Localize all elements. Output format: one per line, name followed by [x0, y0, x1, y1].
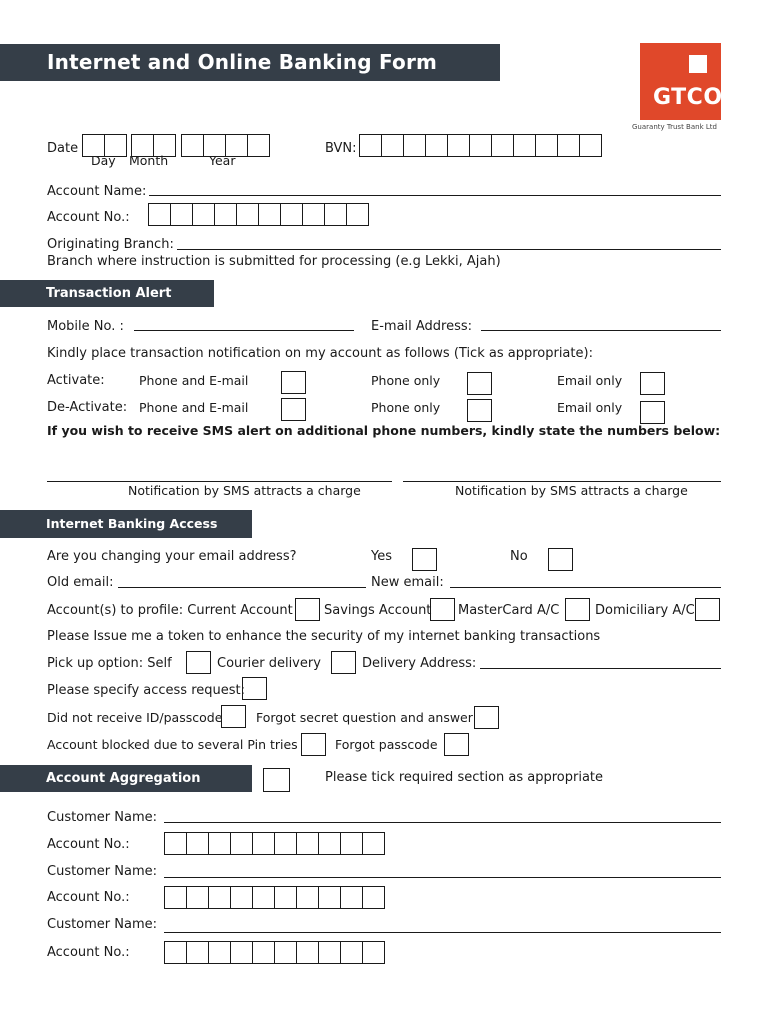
customer-name-label-3: Customer Name:	[47, 917, 158, 932]
no-label: No	[510, 549, 528, 564]
no-id-passcode-label: Did not receive ID/passcode	[47, 710, 223, 725]
deactivate-phone-email-label: Phone and E-mail	[139, 400, 249, 415]
activate-email-only-checkbox[interactable]	[640, 372, 665, 395]
account-name-label: Account Name:	[47, 184, 147, 199]
additional-phone-field-2[interactable]	[403, 481, 721, 482]
form-title-bar	[0, 44, 500, 81]
pickup-self-checkbox[interactable]	[186, 651, 211, 674]
account-no-boxes[interactable]	[148, 203, 369, 226]
yes-label: Yes	[371, 549, 392, 564]
pickup-option-label: Pick up option: Self	[47, 656, 172, 671]
deactivate-email-only-checkbox[interactable]	[640, 401, 665, 424]
new-email-label: New email:	[371, 575, 444, 590]
changing-email-question: Are you changing your email address?	[47, 549, 297, 564]
year-label: Year	[209, 153, 236, 168]
form-title: Internet and Online Banking Form	[47, 50, 438, 74]
deactivate-phone-only-checkbox[interactable]	[467, 399, 492, 422]
customer-name-label-1: Customer Name:	[47, 810, 158, 825]
savings-account-checkbox[interactable]	[430, 598, 455, 621]
aggregation-account-no-label-1: Account No.:	[47, 837, 130, 852]
forgot-secret-label: Forgot secret question and answer	[256, 710, 473, 725]
aggregation-account-no-boxes-3[interactable]	[164, 941, 385, 964]
account-blocked-checkbox[interactable]	[301, 733, 326, 756]
bvn-boxes[interactable]	[359, 134, 602, 157]
delivery-address-label: Delivery Address:	[362, 656, 477, 671]
activate-phone-email-checkbox[interactable]	[281, 371, 306, 394]
gtco-logo	[640, 43, 721, 120]
account-blocked-label: Account blocked due to several Pin tries	[47, 737, 298, 752]
courier-delivery-checkbox[interactable]	[331, 651, 356, 674]
no-id-passcode-checkbox[interactable]	[221, 705, 246, 728]
activate-phone-email-label: Phone and E-mail	[139, 373, 249, 388]
forgot-passcode-checkbox[interactable]	[444, 733, 469, 756]
activate-phone-only-label: Phone only	[371, 373, 441, 388]
tick-section-note: Please tick required section as appropriate	[325, 770, 604, 785]
delivery-address-field[interactable]	[480, 668, 721, 669]
month-label: Month	[129, 153, 169, 168]
old-email-field[interactable]	[118, 587, 366, 588]
domiciliary-label: Domiciliary A/C	[595, 603, 695, 618]
courier-delivery-label: Courier delivery	[217, 656, 321, 671]
current-account-checkbox[interactable]	[295, 598, 320, 621]
mobile-no-label: Mobile No. :	[47, 319, 124, 334]
sms-charge-note-2: Notification by SMS attracts a charge	[455, 483, 688, 498]
deactivate-label: De-Activate:	[47, 400, 128, 415]
originating-branch-label: Originating Branch:	[47, 237, 174, 252]
customer-name-field-3[interactable]	[164, 932, 721, 933]
email-address-field[interactable]	[481, 330, 721, 331]
logo-subtext: Guaranty Trust Bank Ltd	[632, 123, 717, 131]
no-checkbox[interactable]	[548, 548, 573, 571]
account-no-label: Account No.:	[47, 210, 130, 225]
activate-label: Activate:	[47, 373, 105, 388]
deactivate-phone-email-checkbox[interactable]	[281, 398, 306, 421]
transaction-alert-heading: Transaction Alert	[0, 280, 214, 307]
sms-additional-numbers-note: If you wish to receive SMS alert on additional phone numbers, kindly state the numbers below:	[47, 423, 721, 438]
account-name-field[interactable]	[149, 195, 721, 196]
customer-name-label-2: Customer Name:	[47, 864, 158, 879]
token-request-text: Please Issue me a token to enhance the security of my internet banking transactions	[47, 629, 601, 644]
yes-checkbox[interactable]	[412, 548, 437, 571]
email-address-label: E-mail Address:	[371, 319, 473, 334]
bvn-label: BVN:	[325, 141, 357, 156]
aggregation-account-no-label-2: Account No.:	[47, 890, 130, 905]
day-label: Day	[91, 153, 116, 168]
new-email-field[interactable]	[450, 587, 721, 588]
access-request-label: Please specify access request:	[47, 683, 246, 698]
activate-email-only-label: Email only	[557, 373, 623, 388]
account-aggregation-checkbox[interactable]	[263, 768, 290, 792]
forgot-passcode-label: Forgot passcode	[335, 737, 438, 752]
savings-account-label: Savings Account	[324, 603, 432, 618]
access-request-checkbox[interactable]	[242, 677, 267, 700]
sms-charge-note-1: Notification by SMS attracts a charge	[128, 483, 361, 498]
account-aggregation-heading: Account Aggregation	[0, 765, 252, 792]
deactivate-phone-only-label: Phone only	[371, 400, 441, 415]
aggregation-account-no-boxes-2[interactable]	[164, 886, 385, 909]
aggregation-account-no-boxes-1[interactable]	[164, 832, 385, 855]
mobile-no-field[interactable]	[134, 330, 354, 331]
notification-instruction: Kindly place transaction notification on my account as follows (Tick as appropriate):	[47, 346, 593, 361]
deactivate-email-only-label: Email only	[557, 400, 623, 415]
internet-banking-heading: Internet Banking Access	[0, 510, 252, 538]
accounts-to-profile-label: Account(s) to profile: Current Account	[47, 603, 293, 618]
forgot-secret-checkbox[interactable]	[474, 706, 499, 729]
date-label: Date	[47, 141, 79, 156]
activate-phone-only-checkbox[interactable]	[467, 372, 492, 395]
domiciliary-checkbox[interactable]	[695, 598, 720, 621]
originating-branch-field[interactable]	[177, 249, 721, 250]
old-email-label: Old email:	[47, 575, 114, 590]
additional-phone-field-1[interactable]	[47, 481, 392, 482]
branch-note: Branch where instruction is submitted for processing (e.g Lekki, Ajah)	[47, 254, 501, 269]
customer-name-field-2[interactable]	[164, 877, 721, 878]
mastercard-checkbox[interactable]	[565, 598, 590, 621]
logo-square-icon	[689, 55, 707, 73]
aggregation-account-no-label-3: Account No.:	[47, 945, 130, 960]
logo-text: GTCO	[653, 85, 723, 110]
mastercard-label: MasterCard A/C	[458, 603, 560, 618]
customer-name-field-1[interactable]	[164, 822, 721, 823]
